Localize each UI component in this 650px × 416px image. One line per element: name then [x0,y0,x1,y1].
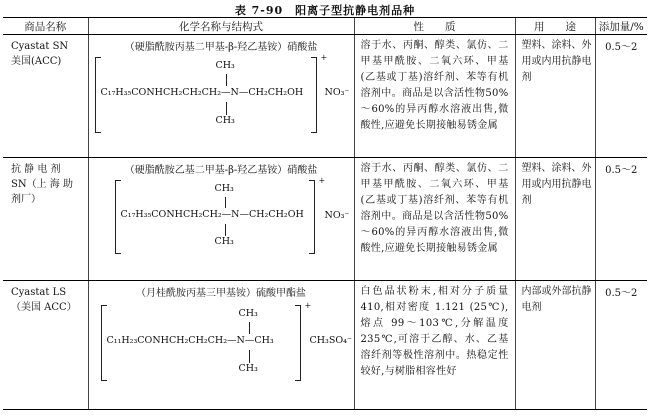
counter-ion: CH₃SO₄⁻ [309,335,352,346]
product-name-line: 美国(ACC) [11,56,62,67]
right-bracket [309,180,315,254]
bond-up [249,322,250,334]
amount-text: 0.5～2 [605,288,638,299]
table-row [3,281,647,410]
structure-cell [88,35,354,158]
counter-ion: NO₃⁻ [324,210,350,221]
methyl-bottom: CH₃ [214,236,234,247]
product-name-line: （美国 ACC） [11,302,77,313]
product-name-cell [3,281,88,410]
main-chain: C₁₇H₃₅CONHCH₂CH₂CH₂—N—CH₂CH₂OH [100,87,304,98]
header-property: 性 质 [354,18,515,35]
header-row [3,18,647,35]
methyl-top: CH₃ [238,308,258,319]
table-row [3,35,647,158]
product-name-cell [3,35,88,158]
methyl-bottom: CH₃ [238,363,258,374]
amount-text: 0.5～2 [605,165,638,176]
bond-down [226,102,227,115]
property-text: 溶于水、丙酮、醇类、氯仿、二甲基甲酰胺、二氧六环、甲基(乙基或丁基)溶纤剂、苯等有机溶剂中。商品是以含活性物50%～60%的异丙醇水溶液出售,微酸性,应避免长期接触易锈金属 [360,163,509,254]
antistatic-agent-table [3,17,647,410]
main-chain: C₁₁H₂₃CONHCH₂CH₂CH₂—N—CH₃ [106,335,274,346]
bond-up [226,74,227,86]
property-text: 溶于水、丙酮、醇类、氯仿、二甲基甲酰胺、二氧六环、甲基(乙基或丁基)溶纤剂、苯等有机溶剂中。商品是以含活性物50%～60%的异丙醇水溶液出售,微酸性,应避免长期接触易锈金属 [360,40,509,131]
product-name-line: SN（上 海 助 [11,179,73,190]
header-structure: 化学名称与结构式 [88,18,354,35]
bond-down [225,224,226,236]
product-name-line: 剂厂） [11,194,41,205]
charge-sign: + [318,176,326,185]
structural-formula [101,305,301,381]
structure-cell [88,158,354,281]
header-amount: 添加量/% [595,18,647,35]
methyl-top: CH₃ [214,183,234,194]
product-name-cell [3,158,88,281]
chemical-name: （月桂酰胺丙基三甲基铵）硫酸甲酯盐 [136,288,306,299]
property-text: 白色晶状粉末,相对分子质量 410,相对密度 1.121 (25℃),熔点 99～103℃,分解温度 235℃,可溶于乙醇、水、乙基溶纤剂等极性溶剂中。热稳定性较好,与树脂相容性好 [360,286,509,377]
amount-cell [595,35,647,158]
right-bracket [311,57,317,133]
header-use: 用 途 [515,18,595,35]
charge-sign: + [304,301,312,310]
product-name-line: 抗 静 电 剂 [11,164,61,175]
amount-cell [595,281,647,410]
chemical-name: （硬脂酰胺丙基二甲基-β-羟乙基铵）硝酸盐 [124,42,318,53]
table-row [3,158,647,281]
property-cell [354,281,515,410]
use-cell [515,281,595,410]
main-chain: C₁₇H₃₅CONHCH₂CH₂—N—CH₂CH₂OH [120,209,304,220]
use-cell [515,158,595,281]
structure-cell [88,281,354,410]
counter-ion: NO₃⁻ [324,87,350,98]
use-cell [515,35,595,158]
header-name: 商品名称 [3,18,88,35]
right-bracket [295,305,301,381]
use-text: 塑料、涂料、外用或内用抗静电剂 [521,163,592,206]
amount-cell [595,158,647,281]
use-text: 塑料、涂料、外用或内用抗静电剂 [521,40,592,83]
use-text: 内部或外部抗静电剂 [521,286,592,313]
table-title: 表 7-90 阳离子型抗静电剂品种 [234,4,416,17]
property-cell [354,35,515,158]
bond-up [225,197,226,208]
chemical-name: （硬脂酰胺乙基二甲基-β-羟乙基铵）硝酸盐 [124,165,318,176]
product-name-line: Cyastat SN [11,41,69,52]
amount-text: 0.5～2 [605,42,638,53]
structural-formula [95,57,317,133]
charge-sign: + [320,53,328,62]
structural-formula [115,180,315,254]
product-name-line: Cyastat LS [11,287,67,298]
property-cell [354,158,515,281]
methyl-top: CH₃ [215,60,235,71]
bond-down [249,350,250,363]
methyl-bottom: CH₃ [215,115,235,126]
